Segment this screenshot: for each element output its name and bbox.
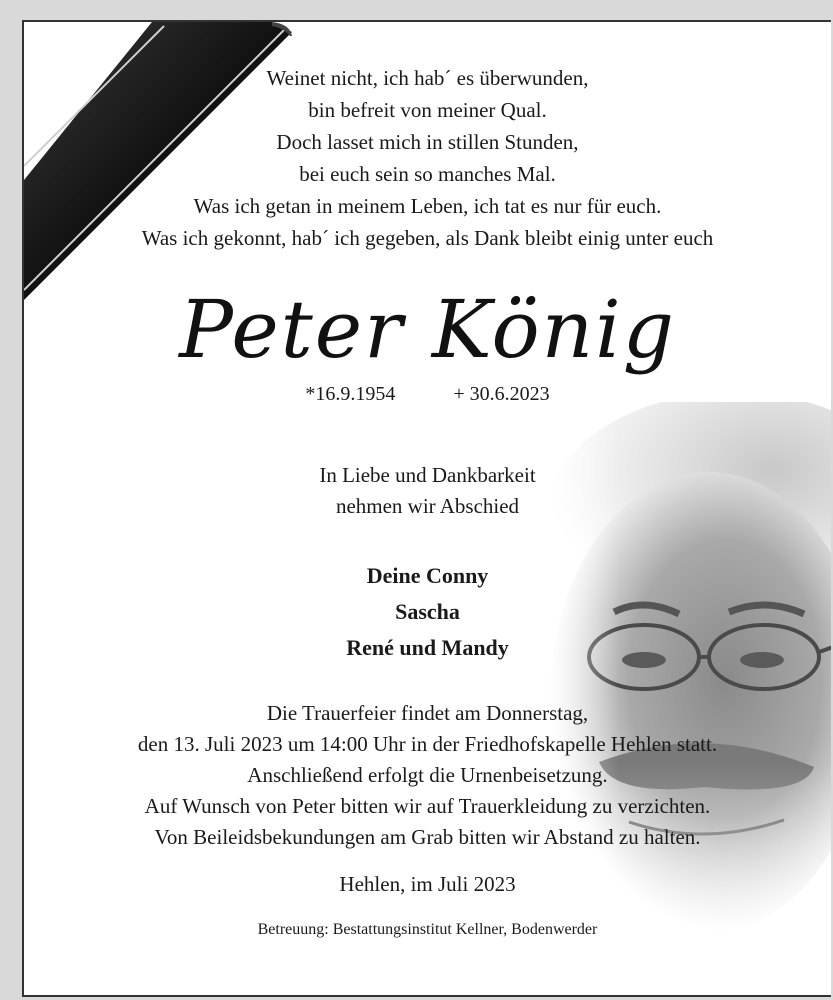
intro-line: nehmen wir Abschied — [335, 494, 520, 518]
family-member: René und Mandy — [346, 635, 509, 660]
poem-line: Was ich gekonnt, hab´ ich gegeben, als Dank bleibt einig unter euch — [141, 226, 714, 250]
poem-line: bin befreit von meiner Qual. — [308, 98, 547, 122]
birth-date: *16.9.1954 — [305, 383, 396, 405]
info-line: Von Beileidsbekundungen am Grab bitten wir Abstand zu halten. — [154, 825, 701, 849]
family-names — [24, 558, 831, 666]
obituary-card — [22, 20, 831, 997]
poem-line: Doch lasset mich in stillen Stunden, — [276, 130, 579, 154]
death-date: + 30.6.2023 — [453, 383, 550, 405]
family-member: Sascha — [395, 599, 460, 624]
deceased-name: Peter König — [179, 283, 676, 376]
poem-line: bei euch sein so manches Mal. — [299, 162, 556, 186]
info-line: den 13. Juli 2023 um 14:00 Uhr in der Friedhofskapelle Hehlen statt. — [137, 732, 718, 756]
intro-line: In Liebe und Dankbarkeit — [319, 463, 536, 487]
mourning-ribbon-icon — [24, 22, 324, 322]
info-line: Die Trauerfeier findet am Donnerstag, — [266, 701, 589, 725]
place-date: Hehlen, im Juli 2023 — [339, 872, 516, 896]
info-line: Anschließend erfolgt die Urnenbeisetzung. — [247, 763, 608, 787]
farewell-intro — [24, 460, 831, 522]
family-member: Deine Conny — [366, 563, 489, 588]
funeral-home-credit: Betreuung: Bestattungsinstitut Kellner, Bodenwerder — [257, 921, 598, 938]
info-line: Auf Wunsch von Peter bitten wir auf Trauerkleidung zu verzichten. — [144, 794, 711, 818]
service-info — [24, 698, 831, 853]
poem-line: Weinet nicht, ich hab´ es überwunden, — [266, 66, 589, 90]
life-dates — [24, 380, 831, 408]
poem-line: Was ich getan in meinem Leben, ich tat es nur für euch. — [193, 194, 662, 218]
